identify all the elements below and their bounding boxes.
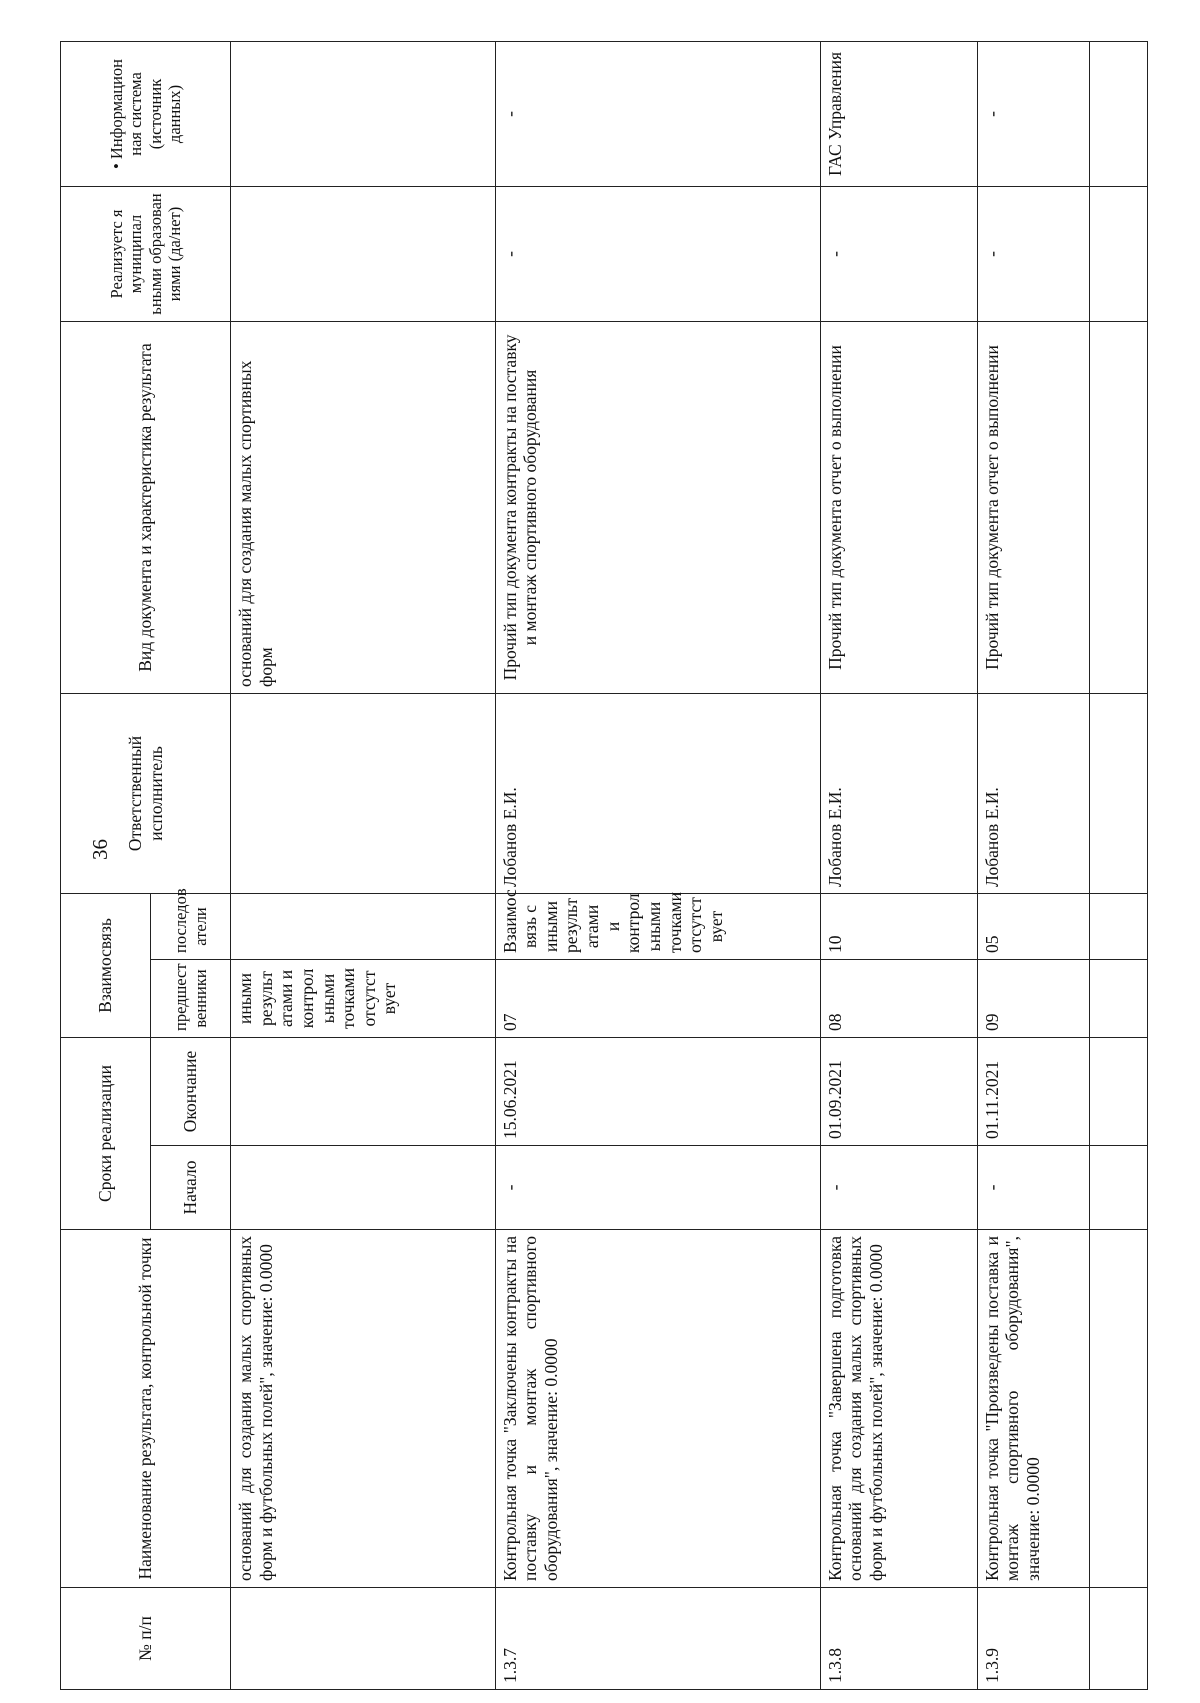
cell-mun [1089,186,1147,321]
cell-name: Контрольная точка "Заключены контракты на поставку и монтаж спортивного оборудования", значение: 0.0000 [495,1230,820,1588]
table-header [61,41,231,1689]
cell-num: 1.3.7 [495,1588,820,1690]
cell-resp [1089,693,1147,893]
header-name: Наименование результата, контрольной точки [61,1230,231,1588]
header-end: Окончание [151,1037,231,1145]
cell-doc: оснований для создания малых спортивных форм [231,321,496,693]
plan-table [60,41,1148,1690]
cell-succ [1089,893,1147,959]
cell-end [231,1037,496,1145]
cell-info: - [495,41,820,186]
cell-succ: 10 [820,893,977,959]
header-pred: предшест венники [151,959,231,1037]
cell-num: 1.3.9 [977,1588,1089,1690]
cell-doc: Прочий тип документа контракты на поставку и монтаж спортивного оборудования [495,321,820,693]
cell-end [1089,1037,1147,1145]
cell-info [231,41,496,186]
cell-mun: - [977,186,1089,321]
cell-succ [231,893,496,959]
cell-succ: Взаимос вязь с иными результ атами и контрол ьными точками отсутст вует [495,893,820,959]
cell-end: 01.09.2021 [820,1037,977,1145]
cell-start: - [977,1146,1089,1230]
cell-info: - [977,41,1089,186]
table-row [1089,41,1147,1689]
cell-start [1089,1146,1147,1230]
cell-mun: - [495,186,820,321]
cell-num [1089,1588,1147,1690]
header-info: • Информацион ная система (источник данных) [61,41,231,186]
cell-pred: 09 [977,959,1089,1037]
cell-num [231,1588,496,1690]
page-number: 36 [88,839,112,860]
cell-resp: Лобанов Е.И. [495,693,820,893]
cell-succ: 05 [977,893,1089,959]
header-num: № п/п [61,1588,231,1690]
cell-mun: - [820,186,977,321]
cell-start: - [820,1146,977,1230]
cell-resp: Лобанов Е.И. [820,693,977,893]
cell-doc: Прочий тип документа отчет о выполнении [977,321,1089,693]
cell-pred: 08 [820,959,977,1037]
header-doc: Вид документа и характеристика результата [61,321,231,693]
table-row [977,41,1089,1689]
cell-name: оснований для создания малых спортивных форм и футбольных полей", значение: 0.0000 [231,1230,496,1588]
table-row [820,41,977,1689]
cell-info: ГАС Управления [820,41,977,186]
cell-name: Контрольная точка "Произведены поставка и монтаж спортивного оборудования", значение: 0.0000 [977,1230,1089,1588]
cell-start: - [495,1146,820,1230]
cell-info [1089,41,1147,186]
cell-start [231,1146,496,1230]
cell-end: 01.11.2021 [977,1037,1089,1145]
header-start: Начало [151,1146,231,1230]
cell-name: Контрольная точка "Завершена подготовка оснований для создания малых спортивных форм и футбольных полей", значение: 0.0000 [820,1230,977,1588]
cell-pred [1089,959,1147,1037]
cell-doc [1089,321,1147,693]
cell-doc: Прочий тип документа отчет о выполнении [820,321,977,693]
header-succ: последов атели [151,893,231,959]
table-body [231,41,1148,1689]
rotated-page [60,42,1148,1690]
table-row [231,41,496,1689]
header-period: Сроки реализации [61,1037,151,1229]
cell-pred: 07 [495,959,820,1037]
cell-resp: Лобанов Е.И. [977,693,1089,893]
cell-resp [231,693,496,893]
header-resp: Ответственный исполнитель [61,693,231,893]
cell-mun [231,186,496,321]
header-link: Взаимосвязь [61,893,151,1037]
cell-num: 1.3.8 [820,1588,977,1690]
header-mun: Реализуетс я муниципал ьными образован иями (да/нет) [61,186,231,321]
cell-pred: иными результ атами и контрол ьными точками отсутст вует [231,959,496,1037]
cell-end: 15.06.2021 [495,1037,820,1145]
cell-name [1089,1230,1147,1588]
table-row [495,41,820,1689]
